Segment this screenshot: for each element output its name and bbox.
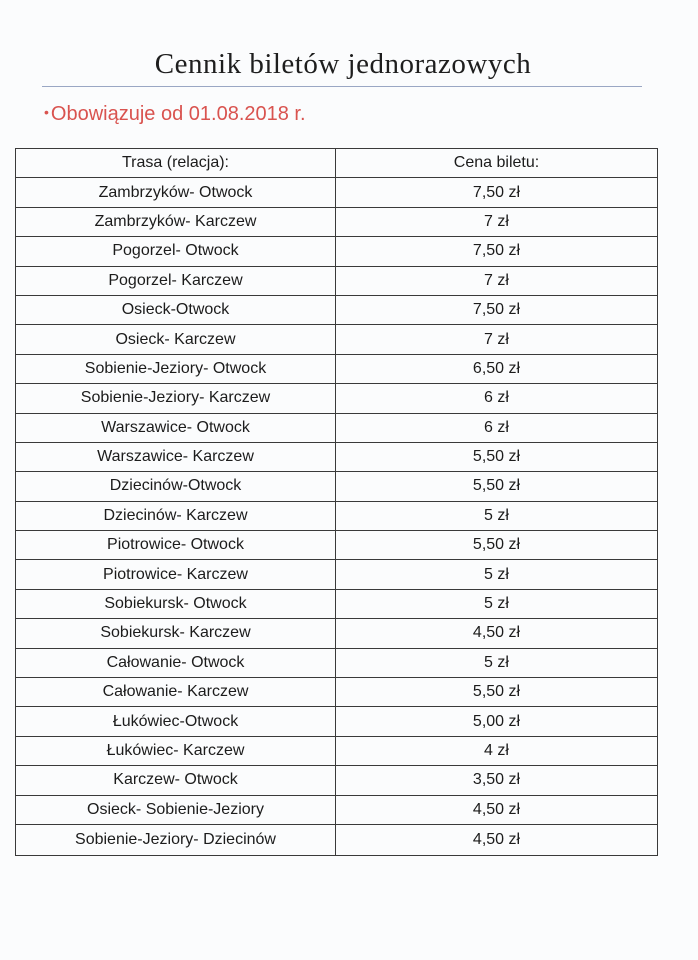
route-cell: Osieck-Otwock: [16, 295, 336, 324]
price-cell: 4,50 zł: [336, 795, 658, 824]
price-cell: 3,50 zł: [336, 766, 658, 795]
table-row: [16, 295, 658, 324]
route-cell: Dziecinów-Otwock: [16, 472, 336, 501]
route-cell: Pogorzel- Otwock: [16, 237, 336, 266]
price-cell: 5,50 zł: [336, 531, 658, 560]
price-cell: 7 zł: [336, 207, 658, 236]
price-cell: 5,50 zł: [336, 472, 658, 501]
page-title: Cennik biletów jednorazowych: [154, 48, 532, 80]
route-cell: Piotrowice- Karczew: [16, 560, 336, 589]
price-cell: 5 zł: [336, 589, 658, 618]
table-row: [16, 766, 658, 795]
route-cell: Warszawice- Otwock: [16, 413, 336, 442]
route-cell: Sobienie-Jeziory- Dziecinów: [16, 824, 336, 855]
table-row: [16, 178, 658, 207]
price-cell: 5 zł: [336, 501, 658, 530]
effective-date: [44, 103, 306, 126]
route-cell: Osieck- Karczew: [16, 325, 336, 354]
price-cell: 5,50 zł: [336, 442, 658, 471]
price-cell: 4 zł: [336, 736, 658, 765]
table-row: [16, 531, 658, 560]
route-cell: Sobienie-Jeziory- Karczew: [16, 384, 336, 413]
table-row: [16, 824, 658, 855]
price-table: [15, 148, 658, 856]
price-cell: 5 zł: [336, 560, 658, 589]
table-row: [16, 354, 658, 383]
table-row: [16, 325, 658, 354]
price-cell: 5,50 zł: [336, 678, 658, 707]
table-row: [16, 207, 658, 236]
route-cell: Sobiekursk- Karczew: [16, 619, 336, 648]
price-cell: 4,50 zł: [336, 824, 658, 855]
route-cell: Osieck- Sobienie-Jeziory: [16, 795, 336, 824]
table-row: [16, 237, 658, 266]
table-row: [16, 795, 658, 824]
route-cell: Łukówiec-Otwock: [16, 707, 336, 736]
route-cell: Zambrzyków- Karczew: [16, 207, 336, 236]
route-cell: Całowanie- Karczew: [16, 678, 336, 707]
route-cell: Łukówiec- Karczew: [16, 736, 336, 765]
price-cell: 5,00 zł: [336, 707, 658, 736]
table-row: [16, 413, 658, 442]
title-divider: [42, 86, 642, 87]
route-cell: Karczew- Otwock: [16, 766, 336, 795]
table-row: [16, 736, 658, 765]
route-cell: Warszawice- Karczew: [16, 442, 336, 471]
column-header-price: Cena biletu:: [336, 149, 658, 178]
price-cell: 6 zł: [336, 384, 658, 413]
price-cell: 6,50 zł: [336, 354, 658, 383]
price-cell: 7,50 zł: [336, 295, 658, 324]
table-row: [16, 589, 658, 618]
table-row: [16, 384, 658, 413]
table-row: [16, 619, 658, 648]
price-cell: 7,50 zł: [336, 178, 658, 207]
table-row: [16, 442, 658, 471]
price-table-body: [16, 178, 658, 856]
table-header-row: [16, 149, 658, 178]
table-row: [16, 266, 658, 295]
table-row: [16, 560, 658, 589]
price-cell: 5 zł: [336, 648, 658, 677]
price-cell: 6 zł: [336, 413, 658, 442]
route-cell: Piotrowice- Otwock: [16, 531, 336, 560]
route-cell: Całowanie- Otwock: [16, 648, 336, 677]
bullet-icon: •: [44, 104, 49, 120]
table-row: [16, 648, 658, 677]
route-cell: Sobienie-Jeziory- Otwock: [16, 354, 336, 383]
table-row: [16, 472, 658, 501]
price-cell: 7 zł: [336, 266, 658, 295]
route-cell: Zambrzyków- Otwock: [16, 178, 336, 207]
price-cell: 4,50 zł: [336, 619, 658, 648]
effective-date-text: Obowiązuje od 01.08.2018 r.: [50, 103, 306, 125]
table-row: [16, 501, 658, 530]
table-row: [16, 707, 658, 736]
price-cell: 7 zł: [336, 325, 658, 354]
column-header-route: Trasa (relacja):: [16, 149, 336, 178]
route-cell: Dziecinów- Karczew: [16, 501, 336, 530]
table-row: [16, 678, 658, 707]
price-cell: 7,50 zł: [336, 237, 658, 266]
route-cell: Pogorzel- Karczew: [16, 266, 336, 295]
route-cell: Sobiekursk- Otwock: [16, 589, 336, 618]
